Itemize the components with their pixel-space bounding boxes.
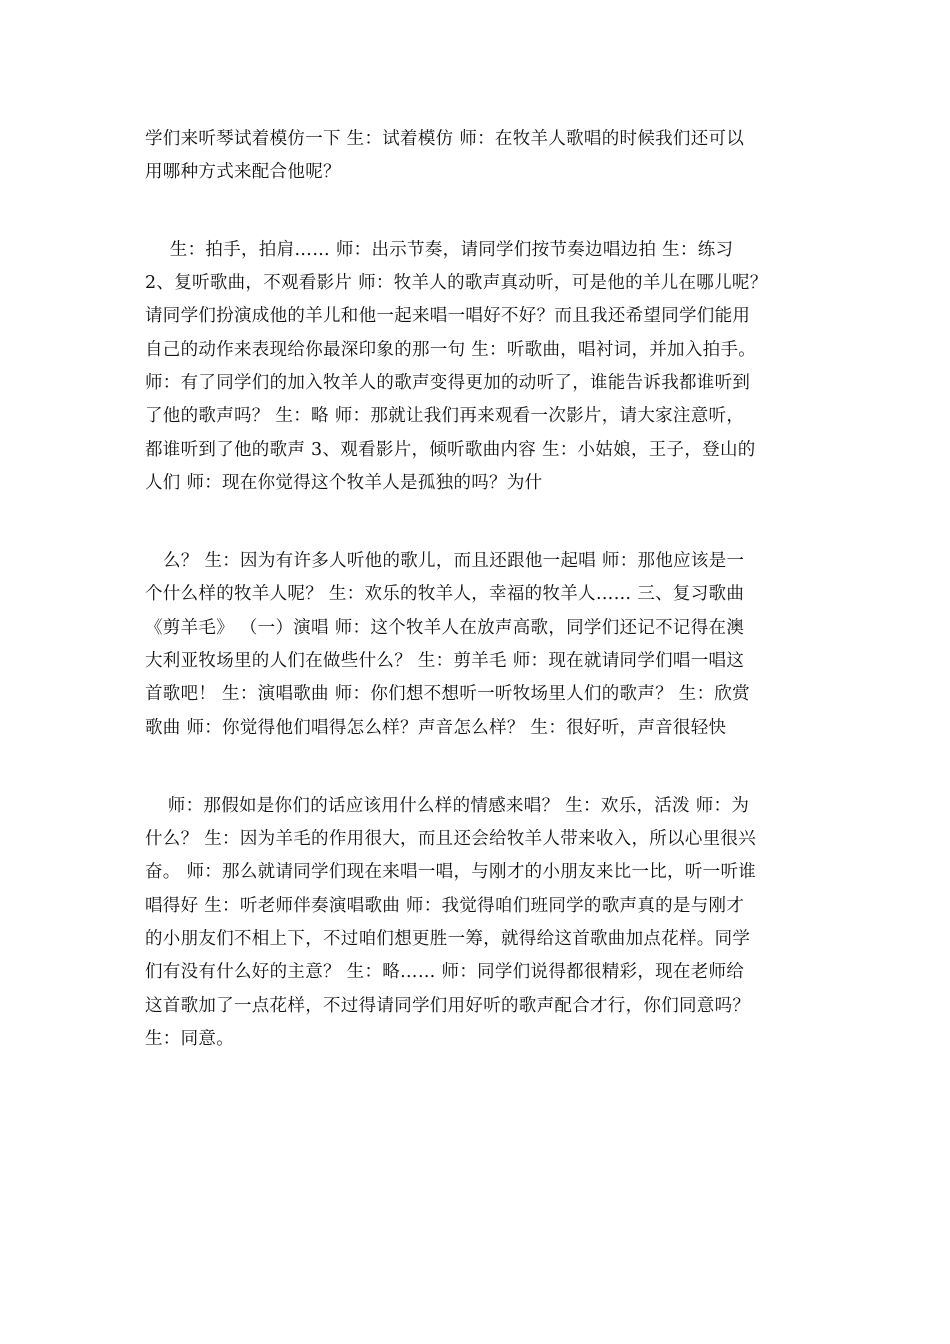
text-line: 师：有了同学们的加入牧羊人的歌声变得更加的动听了，谁能告诉我都谁听到 bbox=[145, 373, 751, 393]
text-line: 生：拍手，拍肩…… 师：出示节奏，请同学们按节奏边唱边拍 生：练习 bbox=[152, 240, 734, 260]
text-line: 这首歌加了一点花样，不过得请同学们用好听的歌声配合才行，你们同意吗？ bbox=[145, 996, 751, 1016]
text-line: 奋。 师：那么就请同学们现在来唱一唱，与刚才的小朋友来比一比，听一听谁 bbox=[145, 862, 757, 882]
text-line: 师：那假如是你们的话应该用什么样的情感来唱？ 生：欢乐，活泼 师：为 bbox=[150, 796, 750, 816]
text-line: 学们来听琴试着模仿一下 生：试着模仿 师：在牧羊人歌唱的时候我们还可以 bbox=[145, 129, 745, 149]
text-line: 2、复听歌曲，不观看影片 师：牧羊人的歌声真动听，可是他的羊儿在哪儿呢？ bbox=[145, 273, 768, 293]
text-line: 都谁听到了他的歌声 3、观看影片，倾听歌曲内容 生：小姑娘，王子，登山的 bbox=[145, 440, 756, 460]
text-line: 们有没有什么好的主意？ 生：略…… 师：同学们说得都很精彩，现在老师给 bbox=[145, 962, 745, 982]
text-line: 自己的动作来表现给你最深印象的那一句 生：听歌曲，唱衬词，并加入拍手。 bbox=[145, 340, 757, 360]
text-line: 请同学们扮演成他的羊儿和他一起来唱一唱好不好？而且我还希望同学们能用 bbox=[145, 306, 751, 326]
text-line: 什么？ 生：因为羊毛的作用很大，而且还会给牧羊人带来收入，所以心里很兴 bbox=[145, 829, 757, 849]
text-line: 《剪羊毛》 （一）演唱 师：这个牧羊人在放声高歌，同学们还记不记得在澳 bbox=[145, 618, 745, 638]
text-line: 个什么样的牧羊人呢？ 生：欢乐的牧羊人，幸福的牧羊人…… 三、复习歌曲 bbox=[145, 584, 745, 604]
text-line: 人们 师：现在你觉得这个牧羊人是孤独的吗？为什 bbox=[145, 473, 543, 493]
text-line: 唱得好 生：听老师伴奏演唱歌曲 师：我觉得咱们班同学的歌声真的是与刚才 bbox=[145, 896, 745, 916]
text-line: 的小朋友们不相上下，不过咱们想更胜一筹，就得给这首歌曲加点花样。同学 bbox=[145, 929, 751, 949]
text-line: 了他的歌声吗？ 生：略 师：那就让我们再来观看一次影片，请大家注意听， bbox=[145, 406, 745, 426]
text-line: 歌曲 师：你觉得他们唱得怎么样？声音怎么样？ 生：很好听，声音很轻快 bbox=[145, 718, 727, 738]
text-line: 么？ 生：因为有许多人听他的歌儿，而且还跟他一起唱 师：那他应该是一 bbox=[163, 551, 745, 571]
text-line: 生：同意。 bbox=[145, 1029, 234, 1049]
text-line: 首歌吧！ 生：演唱歌曲 师：你们想不想听一听牧场里人们的歌声？ 生：欣赏 bbox=[145, 684, 750, 704]
text-line: 大利亚牧场里的人们在做些什么？ 生：剪羊毛 师：现在就请同学们唱一唱这 bbox=[145, 651, 745, 671]
text-line: 用哪种方式来配合他呢？ bbox=[145, 162, 341, 182]
